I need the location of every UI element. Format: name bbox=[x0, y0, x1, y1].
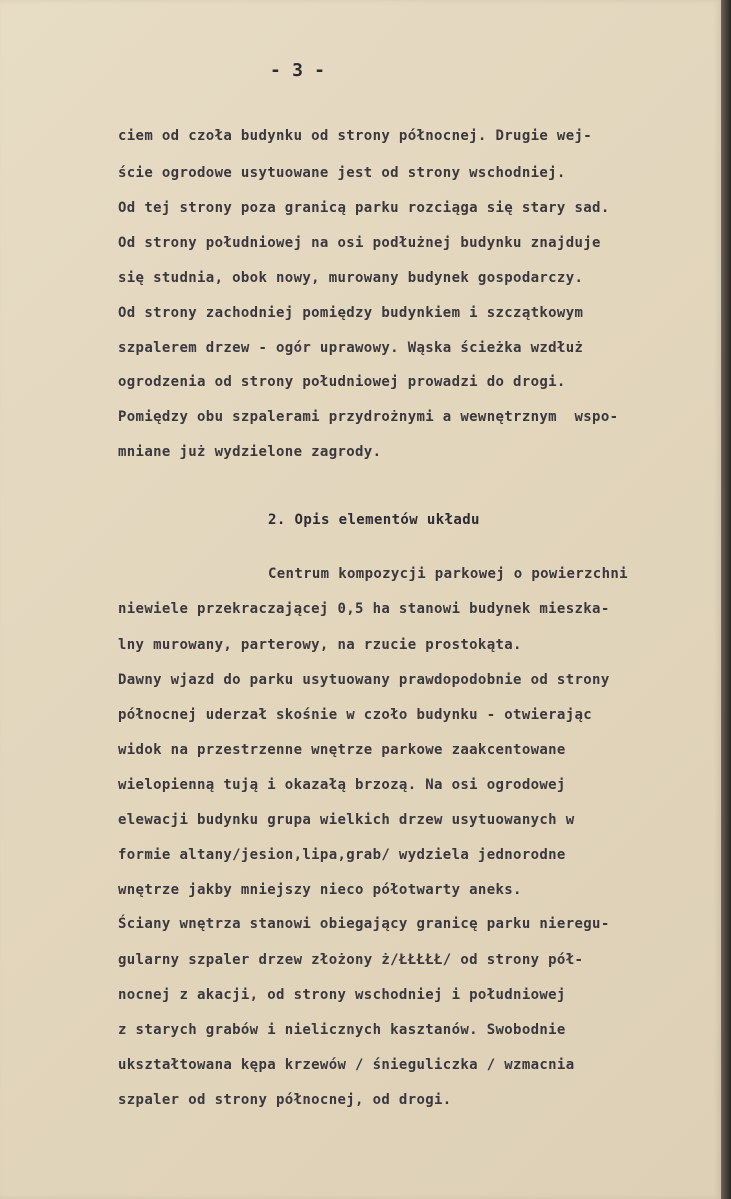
page-number: - 3 - bbox=[270, 60, 326, 81]
text-line: Od strony południowej na osi podłużnej budynku znajduje bbox=[118, 235, 601, 251]
text-line: elewacji budynku grupa wielkich drzew usytuowanych w bbox=[118, 812, 575, 828]
text-line: lny murowany, parterowy, na rzucie prostokąta. bbox=[118, 637, 522, 653]
text-line: Od strony zachodniej pomiędzy budynkiem i szczątkowym bbox=[118, 305, 584, 321]
text-line: ukształtowana kępa krzewów / śnieguliczka / wzmacnia bbox=[118, 1057, 575, 1073]
section-heading: 2. Opis elementów układu bbox=[268, 512, 480, 528]
text-line: nocnej z akacji, od strony wschodniej i południowej bbox=[118, 987, 566, 1003]
text-line: mniane już wydzielone zagrody. bbox=[118, 444, 382, 460]
text-line: wielopienną tują i okazałą brzozą. Na osi ogrodowej bbox=[118, 777, 566, 793]
text-line: Dawny wjazd do parku usytuowany prawdopodobnie od strony bbox=[118, 672, 610, 688]
text-line: formie altany/jesion,lipa,grab/ wydziela jednorodne bbox=[118, 847, 566, 863]
text-line: szpaler od strony północnej, od drogi. bbox=[118, 1092, 452, 1108]
text-line: Pomiędzy obu szpalerami przydrożnymi a wewnętrznym wspo- bbox=[118, 409, 619, 425]
text-line: Ściany wnętrza stanowi obiegający granicę parku nieregu- bbox=[118, 916, 610, 932]
text-line: północnej uderzał skośnie w czoło budynku - otwierając bbox=[118, 707, 593, 723]
text-line: z starych grabów i nielicznych kasztanów. Swobodnie bbox=[118, 1022, 566, 1038]
text-line: się studnia, obok nowy, murowany budynek gospodarczy. bbox=[118, 270, 584, 286]
text-line: widok na przestrzenne wnętrze parkowe zaakcentowane bbox=[118, 742, 566, 758]
text-line: szpalerem drzew - ogór uprawowy. Wąska ścieżka wzdłuż bbox=[118, 340, 584, 356]
page-edge-shadow bbox=[721, 0, 731, 1199]
text-line: Od tej strony poza granicą parku rozciąga się stary sad. bbox=[118, 200, 610, 216]
text-line: ciem od czoła budynku od strony północnej. Drugie wej- bbox=[118, 128, 593, 144]
text-line: ogrodzenia od strony południowej prowadzi do drogi. bbox=[118, 374, 566, 390]
text-line: wnętrze jakby mniejszy nieco półotwarty aneks. bbox=[118, 882, 522, 898]
text-line: niewiele przekraczającej 0,5 ha stanowi budynek mieszka- bbox=[118, 601, 610, 617]
text-line: Centrum kompozycji parkowej o powierzchni bbox=[268, 566, 628, 582]
text-line: gularny szpaler drzew złożony ż/ŁŁŁŁŁ/ od strony pół- bbox=[118, 952, 584, 968]
text-line: ście ogrodowe usytuowane jest od strony wschodniej. bbox=[118, 165, 566, 181]
